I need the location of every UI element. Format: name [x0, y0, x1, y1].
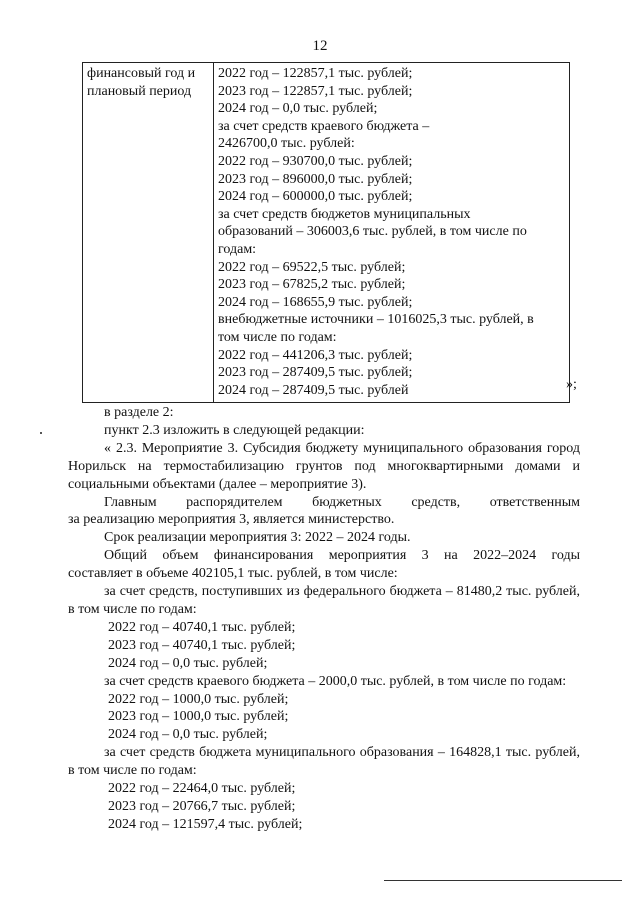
year-line: 2024 год – 0,0 тыс. рублей; — [108, 727, 268, 743]
year-line: 2022 год – 1000,0 тыс. рублей; — [108, 691, 289, 707]
year-line: 2023 год – 40740,1 тыс. рублей; — [108, 637, 296, 653]
scan-dot — [40, 432, 42, 434]
municipal-funding: за счет средств бюджета муниципального образования – 164828,1 тыс. рублей, в том числе по годам: — [68, 745, 580, 779]
section-intro: в разделе 2: — [104, 405, 174, 420]
year-line: 2022 год – 40740,1 тыс. рублей; — [108, 619, 296, 635]
measure-heading: « 2.3. Мероприятие 3. Субсидия бюджету муниципального образования город Норильск на термостабилизацию грунтов под многоквартирными домами и социальными объектами (далее – мероприятие 3). — [68, 440, 580, 492]
value-line: 2022 год – 69522,5 тыс. рублей; — [218, 259, 406, 275]
value-line: 2024 год – 600000,0 тыс. рублей; — [218, 189, 413, 205]
value-line: образований – 306003,6 тыс. рублей, в том числе по — [218, 224, 527, 240]
value-line: 2022 год – 930700,0 тыс. рублей; — [218, 153, 413, 169]
value-line: за счет средств бюджетов муниципальных — [218, 206, 471, 222]
label-line: финансовый год и — [87, 66, 196, 81]
value-line: годам: — [218, 241, 257, 257]
value-line: 2023 год – 122857,1 тыс. рублей; — [218, 83, 413, 99]
value-line: 2022 год – 122857,1 тыс. рублей; — [218, 66, 413, 81]
value-line: 2426700,0 тыс. рублей: — [218, 136, 355, 152]
page-number: 12 — [312, 38, 328, 54]
federal-funding: за счет средств, поступивших из федерального бюджета – 81480,2 тыс. рублей, в том числе по годам: — [68, 584, 580, 617]
year-line: 2022 год – 22464,0 тыс. рублей; — [108, 781, 296, 797]
value-line: 2023 год – 287409,5 тыс. рублей; — [218, 365, 413, 381]
year-line: 2023 год – 1000,0 тыс. рублей; — [108, 709, 289, 725]
value-line: 2024 год – 0,0 тыс. рублей; — [218, 101, 378, 117]
value-line: 2023 год – 896000,0 тыс. рублей; — [218, 171, 413, 187]
implementation-period: Срок реализации мероприятия 3: 2022 – 2024 годы. — [104, 530, 411, 546]
value-line: за счет средств краевого бюджета – — [218, 118, 430, 134]
year-line: 2024 год – 0,0 тыс. рублей; — [108, 655, 268, 671]
value-line: 2023 год – 67825,2 тыс. рублей; — [218, 277, 406, 293]
table-label-cell — [83, 63, 214, 403]
total-financing-line: составляет в объеме 402105,1 тыс. рублей, в том числе: — [68, 566, 398, 582]
document-body — [68, 404, 580, 834]
point-intro: пункт 2.3 изложить в следующей редакции: — [104, 422, 365, 438]
footer-rule — [384, 880, 622, 881]
year-line: 2024 год – 121597,4 тыс. рублей; — [108, 816, 303, 832]
responsible-line: за реализацию мероприятия 3, является министерство. — [68, 512, 395, 528]
total-financing-line: Общий объем финансирования мероприятия 3 на 2022–2024 годы — [104, 548, 580, 564]
table-row — [83, 63, 570, 403]
financing-table — [82, 62, 570, 403]
value-line: 2024 год – 168655,9 тыс. рублей; — [218, 294, 413, 310]
value-line: том числе по годам: — [218, 329, 337, 345]
value-line: внебюджетные источники – 1016025,3 тыс. рублей, в — [218, 312, 534, 328]
value-line: 2024 год – 287409,5 тыс. рублей — [218, 382, 409, 398]
year-line: 2023 год – 20766,7 тыс. рублей; — [108, 798, 296, 814]
responsible-line: Главным распорядителем бюджетных средств, ответственным — [104, 494, 580, 510]
value-line: 2022 год – 441206,3 тыс. рублей; — [218, 347, 413, 363]
table-value-cell — [214, 63, 570, 403]
regional-funding: за счет средств краевого бюджета – 2000,0 тыс. рублей, в том числе по годам: — [104, 673, 567, 689]
label-line: плановый период — [87, 83, 192, 99]
closing-quote-mark: »; — [566, 377, 577, 392]
